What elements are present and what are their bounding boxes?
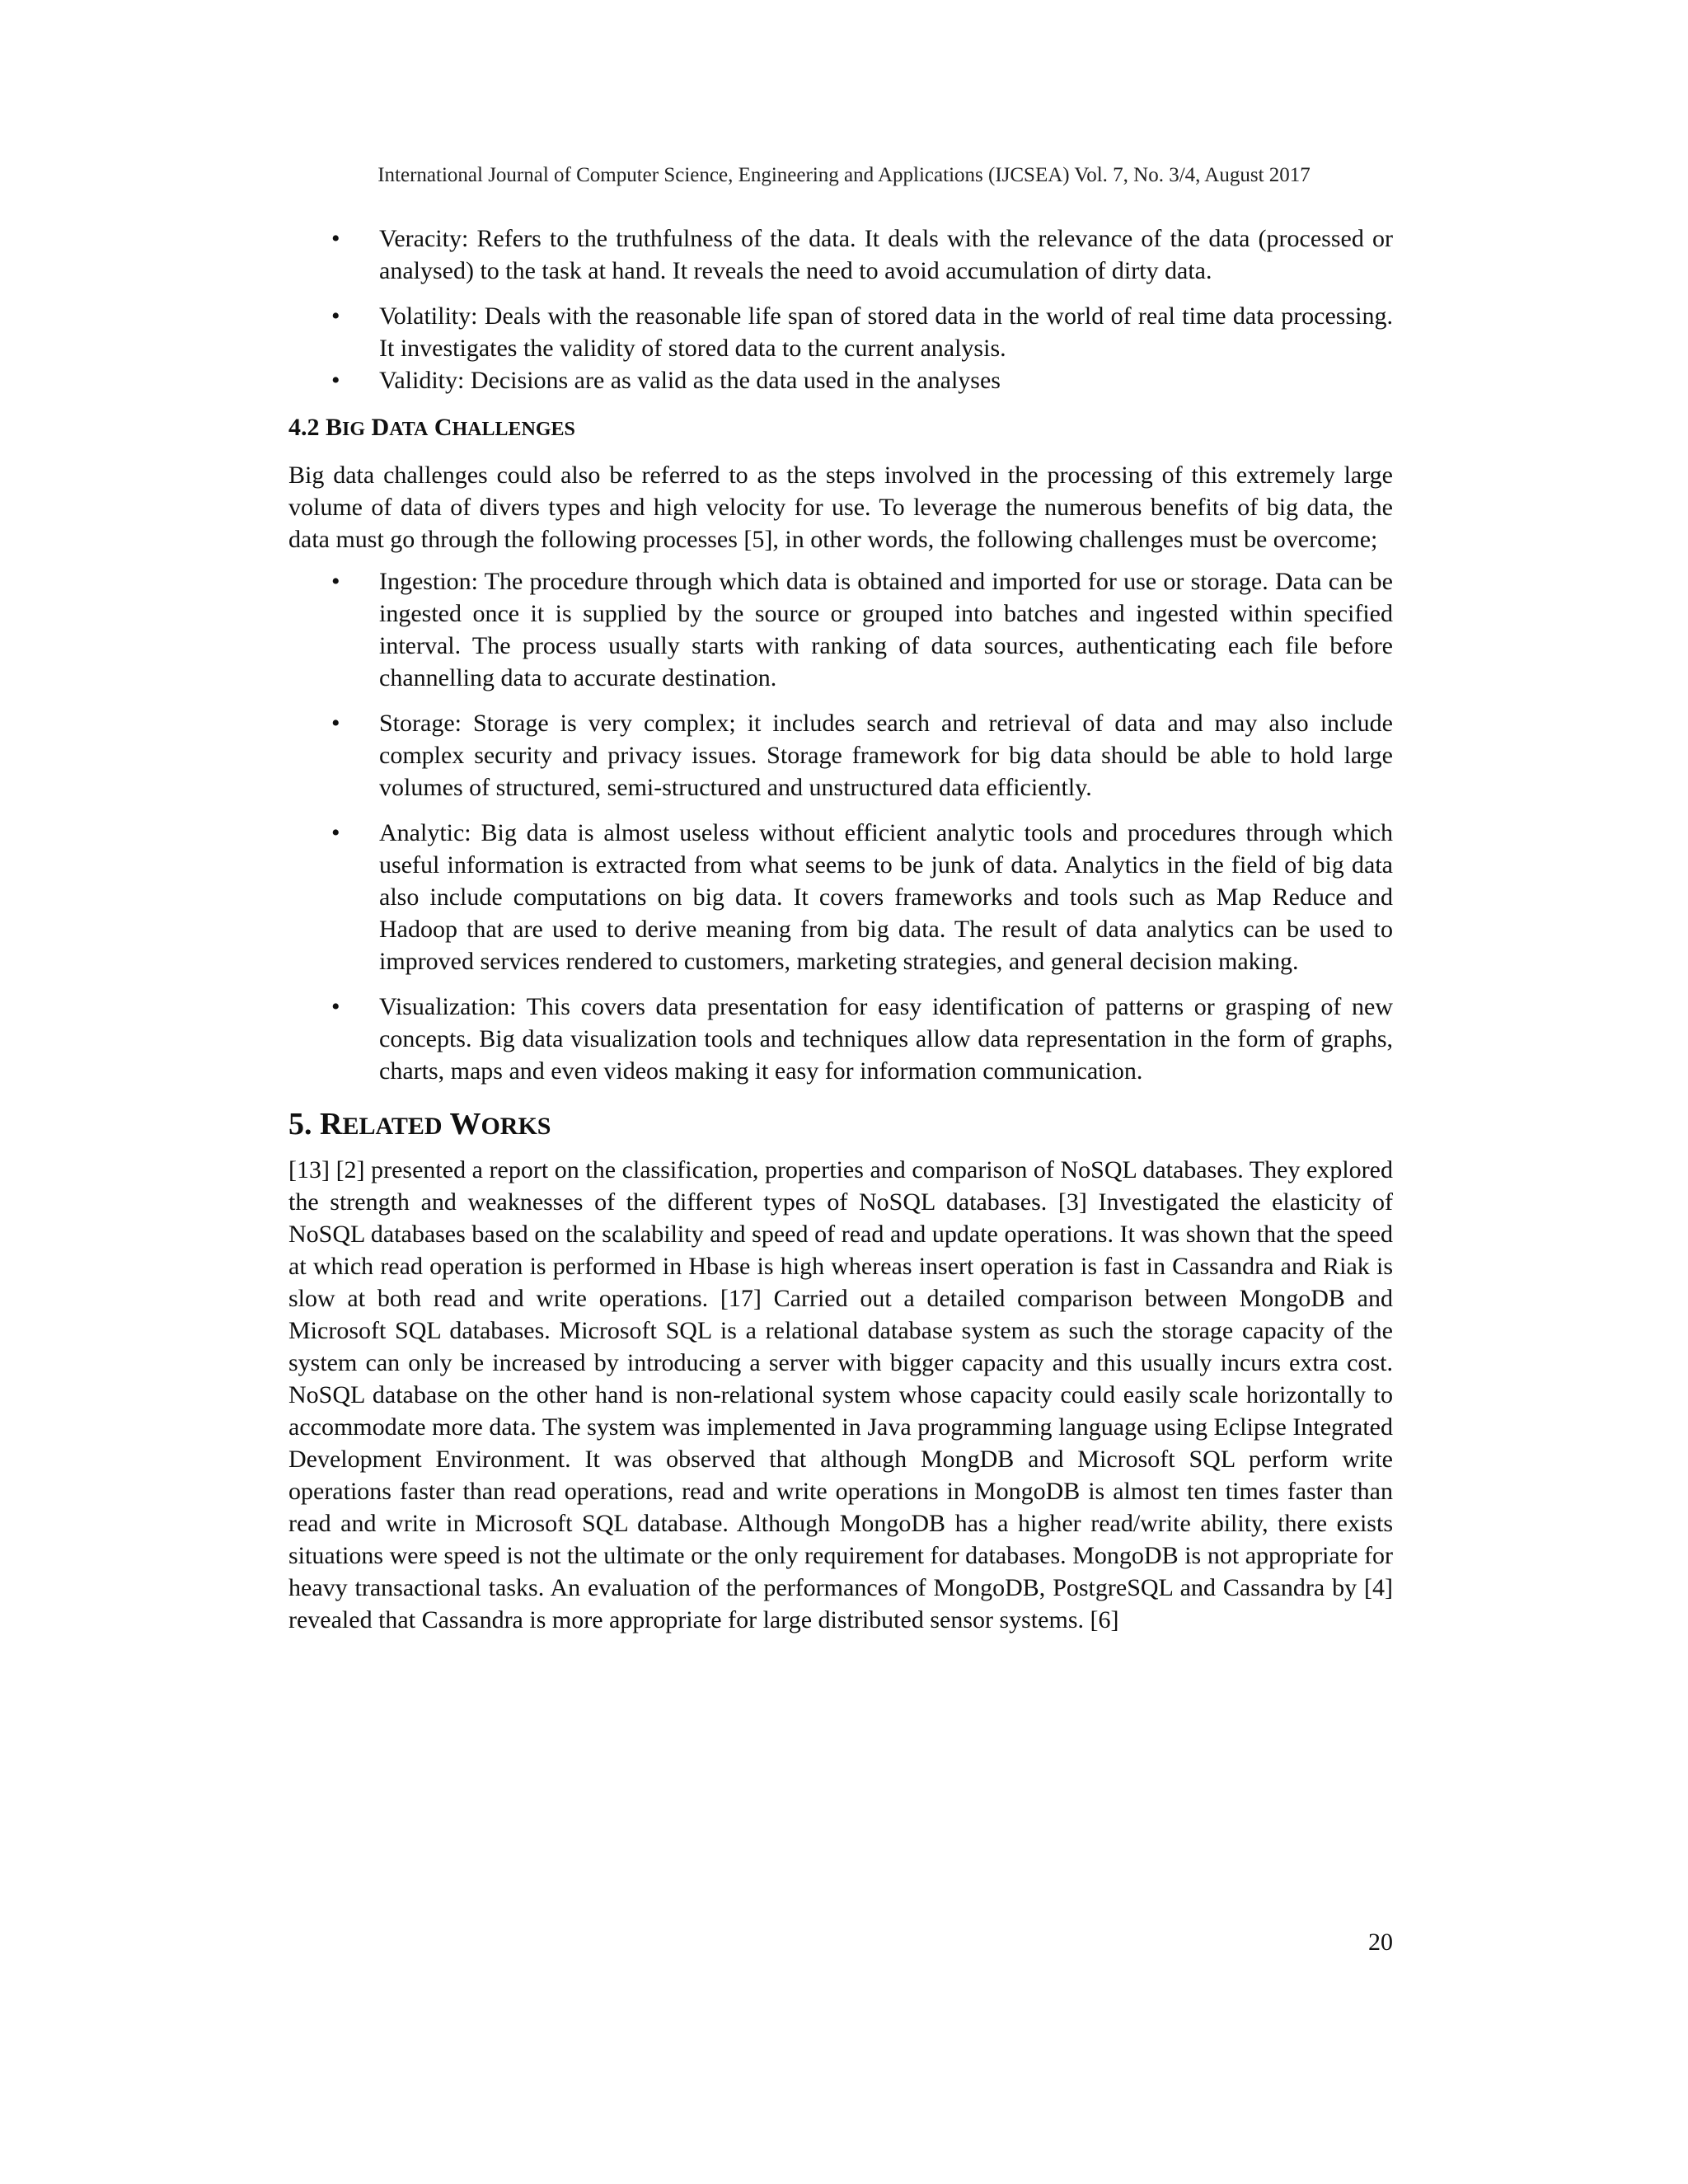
list-item — [288, 707, 1393, 804]
bullet-text: Veracity: Refers to the truthfulness of the data. It deals with the relevance of the data (processed or analysed) to the task at hand. It reveals the need to avoid accumulation of dirty data. — [379, 225, 1393, 284]
running-head: International Journal of Computer Science, Engineering and Applications (IJCSEA) Vol. 7, No. 3/4, August 2017 — [377, 164, 1311, 186]
list-item — [288, 223, 1393, 287]
bullet-text: Storage: Storage is very complex; it includes search and retrieval of data and may also include complex security and privacy issues. Storage framework for big data should be able to hold large volumes of structured, semi-structured and unstructured data efficiently. — [379, 710, 1393, 801]
section-heading-5: 5. RELATED WORKS — [288, 1107, 551, 1141]
bullet-icon: • — [331, 710, 340, 737]
list-item — [288, 991, 1393, 1087]
bullet-text: Validity: Decisions are as valid as the data used in the analyses — [379, 367, 1001, 394]
bullet-text: Volatility: Deals with the reasonable life span of stored data in the world of real time data processing. It investigates the validity of stored data to the current analysis. — [379, 302, 1393, 362]
page-number: 20 — [1368, 1929, 1393, 1956]
bullet-text: Visualization: This covers data presentation for easy identification of patterns or grasping of new concepts. Big data visualization tools and techniques allow data representation in the form of graphs, charts, maps and even videos making it easy for information communication. — [379, 993, 1393, 1085]
page-content — [288, 223, 1393, 1646]
section-heading-4-2: 4.2 BIG DATA CHALLENGES — [288, 414, 575, 441]
bullet-text: Ingestion: The procedure through which data is obtained and imported for use or storage. Data can be ingested once it is supplied by the source or grouped into batches and ingested within specified interval. The process usually starts with ranking of data sources, authenticating each file before channelling data to accurate destination. — [379, 568, 1393, 691]
bullet-text: Analytic: Big data is almost useless without efficient analytic tools and procedures through which useful information is extracted from what seems to be junk of data. Analytics in the field of big data also include computations on big data. It covers frameworks and tools such as Map Reduce and Hadoop that are used to derive meaning from big data. The result of data analytics can be used to improved services rendered to customers, marketing strategies, and general decision making. — [379, 819, 1393, 975]
list-item — [288, 364, 1393, 396]
list-item — [288, 817, 1393, 977]
list-item — [288, 565, 1393, 694]
list-item — [288, 300, 1393, 364]
section-4-2-intro: Big data challenges could also be referred to as the steps involved in the processing of this extremely large volume of data of divers types and high velocity for use. To leverage the numerous benefits of big data, the data must go through the following processes [5], in other words, the following challenges must be overcome; — [288, 462, 1393, 553]
bullet-list-challenges — [288, 565, 1393, 1087]
bullet-icon: • — [331, 367, 340, 394]
bullet-icon: • — [331, 819, 340, 846]
section-5-body: [13] [2] presented a report on the classification, properties and comparison of NoSQL databases. They explored the strength and weaknesses of the different types of NoSQL databases. [3] Investigated the elasticity of NoSQL databases based on the scalability and speed of read and update operations. It was shown that the speed at which read operation is performed in Hbase is high whereas insert operation is fast in Cassandra and Riak is slow at both read and write operations. [17] Carried out a detailed comparison between MongoDB and Microsoft SQL databases. Microsoft SQL is a relational database system as such the storage capacity of the system can only be increased by introducing a server with bigger capacity and this usually incurs extra cost. NoSQL database on the other hand is non-relational system whose capacity could easily scale horizontally to accommodate more data. The system was implemented in Java programming language using Eclipse Integrated Development Environment. It was observed that although MongDB and Microsoft SQL perform write operations faster than read operations, read and write operations in MongoDB is almost ten times faster than read and write in Microsoft SQL database. Although MongoDB has a higher read/write ability, there exists situations were speed is not the ultimate or the only requirement for databases. MongoDB is not appropriate for heavy transactional tasks. An evaluation of the performances of MongoDB, PostgreSQL and Cassandra by [4] revealed that Cassandra is more appropriate for large distributed sensor systems. [6] — [288, 1156, 1393, 1633]
bullet-icon: • — [331, 302, 340, 330]
bullet-list-v-characteristics — [288, 223, 1393, 396]
bullet-icon: • — [331, 225, 340, 252]
bullet-icon: • — [331, 993, 340, 1020]
bullet-icon: • — [331, 568, 340, 595]
